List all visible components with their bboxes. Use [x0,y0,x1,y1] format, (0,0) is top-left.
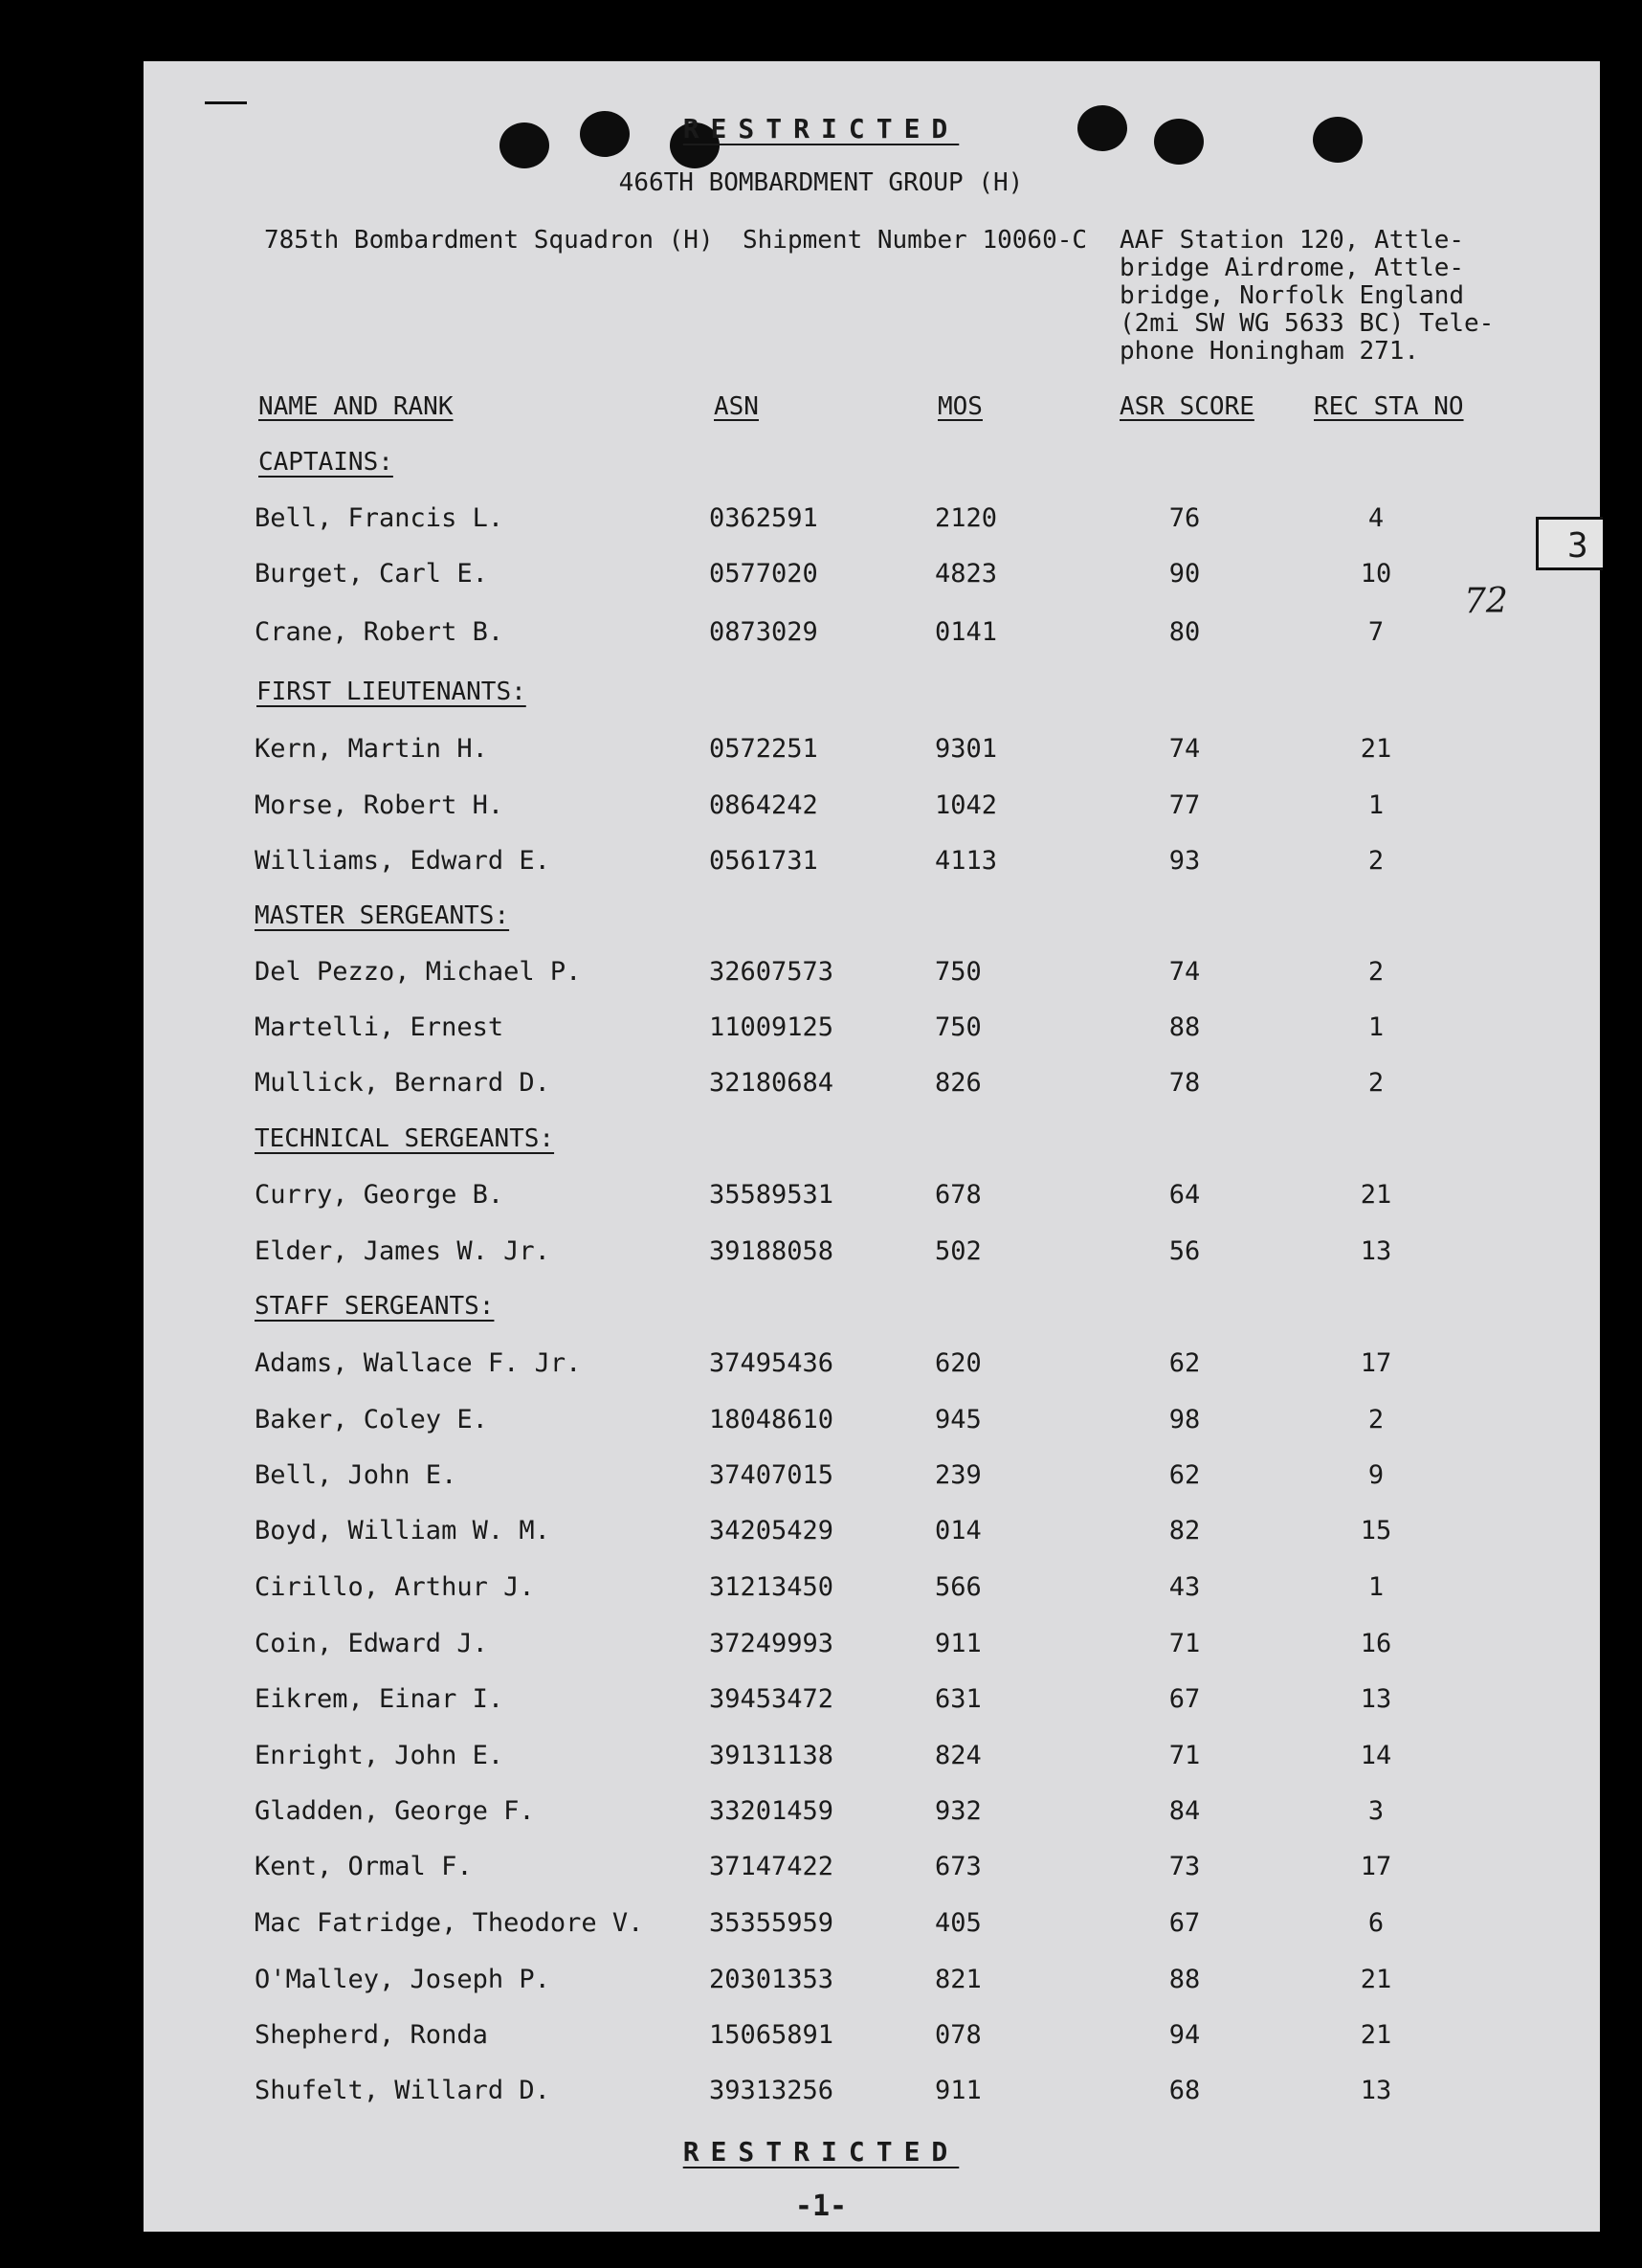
asn-cell: 0873029 [709,617,818,647]
score-cell: 43 [1168,1572,1201,1602]
score-cell: 82 [1168,1516,1201,1545]
mos-cell: 750 [935,1012,982,1042]
mos-cell: 824 [935,1741,982,1770]
roster-row [0,1068,1642,1102]
margin-note: 72 [1464,582,1508,621]
rec-cell: 1 [1367,1012,1385,1042]
mos-cell: 239 [935,1460,982,1490]
roster-row [0,1516,1642,1550]
mos-cell: 911 [935,2076,982,2105]
rec-cell: 3 [1367,1796,1385,1826]
roster-row [0,1405,1642,1439]
mos-cell: 2120 [935,503,998,533]
name-cell: Elder, James W. Jr. [255,1236,550,1266]
score-cell: 80 [1168,617,1201,647]
name-cell: Cirillo, Arthur J. [255,1572,535,1602]
asn-cell: 39313256 [709,2076,834,2105]
name-cell: Curry, George B. [255,1180,504,1210]
rec-cell: 13 [1360,1236,1392,1266]
asn-cell: 39188058 [709,1236,834,1266]
asn-cell: 15065891 [709,2020,834,2050]
score-cell: 67 [1168,1908,1201,1938]
score-cell: 90 [1168,559,1201,589]
asn-cell: 32180684 [709,1068,834,1098]
mos-cell: 620 [935,1348,982,1378]
asn-cell: 37407015 [709,1460,834,1490]
roster-row [0,1796,1642,1831]
asn-cell: 33201459 [709,1796,834,1826]
score-cell: 62 [1168,1460,1201,1490]
score-cell: 68 [1168,2076,1201,2105]
roster-row [0,2020,1642,2055]
score-cell: 76 [1168,503,1201,533]
name-cell: Williams, Edward E. [255,846,550,876]
name-cell: Martelli, Ernest [255,1012,504,1042]
score-cell: 56 [1168,1236,1201,1266]
name-cell: Coin, Edward J. [255,1629,488,1658]
station-line: phone Honingham 271. [1120,337,1420,366]
asn-cell: 37495436 [709,1348,834,1378]
name-cell: Gladden, George F. [255,1796,535,1826]
roster-row [0,846,1642,880]
asn-cell: 11009125 [709,1012,834,1042]
rec-cell: 2 [1367,1068,1385,1098]
roster-row [0,2076,1642,2110]
rec-cell: 16 [1360,1629,1392,1658]
group-title: 466TH BOMBARDMENT GROUP (H) [618,168,1024,197]
rec-cell: 4 [1367,503,1385,533]
mos-cell: 9301 [935,734,998,764]
score-cell: 88 [1168,1965,1201,1994]
score-cell: 88 [1168,1012,1201,1042]
asn-cell: 20301353 [709,1965,834,1994]
name-cell: O'Malley, Joseph P. [255,1965,550,1994]
rec-cell: 13 [1360,2076,1392,2105]
asn-cell: 31213450 [709,1572,834,1602]
rec-cell: 6 [1367,1908,1385,1938]
name-cell: Kern, Martin H. [255,734,488,764]
score-cell: 73 [1168,1852,1201,1881]
roster-row [0,559,1642,593]
name-cell: Shepherd, Ronda [255,2020,488,2050]
station-line: bridge, Norfolk England [1120,281,1465,310]
roster-row [0,1572,1642,1607]
column-header-name: NAME AND RANK [258,392,454,421]
score-cell: 77 [1168,790,1201,820]
mos-cell: 566 [935,1572,982,1602]
name-cell: Del Pezzo, Michael P. [255,957,582,987]
rec-cell: 21 [1360,734,1392,764]
name-cell: Morse, Robert H. [255,790,504,820]
score-cell: 78 [1168,1068,1201,1098]
roster-row [0,1629,1642,1663]
name-cell: Adams, Wallace F. Jr. [255,1348,582,1378]
mos-cell: 4113 [935,846,998,876]
column-header-asn: ASN [714,392,759,421]
mos-cell: 678 [935,1180,982,1210]
score-cell: 93 [1168,846,1201,876]
rec-cell: 17 [1360,1852,1392,1881]
score-cell: 84 [1168,1796,1201,1826]
roster-row [0,1852,1642,1886]
score-cell: 64 [1168,1180,1201,1210]
asn-cell: 34205429 [709,1516,834,1545]
name-cell: Bell, John E. [255,1460,457,1490]
rec-cell: 13 [1360,1684,1392,1714]
rec-cell: 1 [1367,1572,1385,1602]
mos-cell: 932 [935,1796,982,1826]
roster-row [0,1012,1642,1047]
smudge-mark [205,101,247,104]
score-cell: 62 [1168,1348,1201,1378]
column-header-score: ASR SCORE [1120,392,1254,421]
asn-cell: 0572251 [709,734,818,764]
score-cell: 98 [1168,1405,1201,1434]
page-number: -1- [794,2190,848,2223]
score-cell: 74 [1168,957,1201,987]
asn-cell: 37249993 [709,1629,834,1658]
asn-cell: 32607573 [709,957,834,987]
section-title: FIRST LIEUTENANTS: [256,678,526,706]
name-cell: Crane, Robert B. [255,617,504,647]
mos-cell: 945 [935,1405,982,1434]
asn-cell: 39453472 [709,1684,834,1714]
rec-cell: 2 [1367,1405,1385,1434]
name-cell: Mullick, Bernard D. [255,1068,550,1098]
rec-cell: 21 [1360,1180,1392,1210]
rec-cell: 17 [1360,1348,1392,1378]
rec-cell: 1 [1367,790,1385,820]
mos-cell: 826 [935,1068,982,1098]
rec-cell: 2 [1367,957,1385,987]
score-cell: 71 [1168,1629,1201,1658]
mos-cell: 750 [935,957,982,987]
column-header-mos: MOS [938,392,983,421]
asn-cell: 0864242 [709,790,818,820]
asn-cell: 35355959 [709,1908,834,1938]
roster-row [0,1684,1642,1719]
asn-cell: 37147422 [709,1852,834,1881]
rec-cell: 9 [1367,1460,1385,1490]
score-cell: 67 [1168,1684,1201,1714]
classification-footer: RESTRICTED [682,2136,960,2168]
score-cell: 74 [1168,734,1201,764]
name-cell: Kent, Ormal F. [255,1852,473,1881]
name-cell: Burget, Carl E. [255,559,488,589]
score-cell: 71 [1168,1741,1201,1770]
section-title: CAPTAINS: [258,448,393,477]
station-line: (2mi SW WG 5633 BC) Tele- [1120,309,1495,338]
side-tab: 3 [1536,517,1603,570]
mos-cell: 911 [935,1629,982,1658]
rec-cell: 15 [1360,1516,1392,1545]
roster-row [0,617,1642,652]
mos-cell: 014 [935,1516,982,1545]
mos-cell: 673 [935,1852,982,1881]
asn-cell: 39131138 [709,1741,834,1770]
mos-cell: 502 [935,1236,982,1266]
section-title: STAFF SERGEANTS: [255,1292,495,1321]
name-cell: Baker, Coley E. [255,1405,488,1434]
score-cell: 94 [1168,2020,1201,2050]
mos-cell: 4823 [935,559,998,589]
mos-cell: 821 [935,1965,982,1994]
roster-row [0,1908,1642,1943]
mos-cell: 078 [935,2020,982,2050]
roster-row [0,1460,1642,1495]
roster-row [0,1965,1642,1999]
mos-cell: 631 [935,1684,982,1714]
name-cell: Eikrem, Einar I. [255,1684,504,1714]
rec-cell: 10 [1360,559,1392,589]
section-title: MASTER SERGEANTS: [255,901,510,930]
rec-cell: 14 [1360,1741,1392,1770]
asn-cell: 0577020 [709,559,818,589]
roster-row [0,1236,1642,1271]
rec-cell: 21 [1360,1965,1392,1994]
section-title: TECHNICAL SERGEANTS: [255,1124,555,1153]
asn-cell: 18048610 [709,1405,834,1434]
rec-cell: 2 [1367,846,1385,876]
mos-cell: 0141 [935,617,998,647]
roster-row [0,1348,1642,1383]
mos-cell: 1042 [935,790,998,820]
roster-row [0,734,1642,768]
name-cell: Mac Fatridge, Theodore V. [255,1908,644,1938]
roster-row [0,790,1642,825]
rec-cell: 21 [1360,2020,1392,2050]
asn-cell: 35589531 [709,1180,834,1210]
name-cell: Shufelt, Willard D. [255,2076,550,2105]
name-cell: Bell, Francis L. [255,503,504,533]
classification-header: RESTRICTED [682,113,960,145]
roster-row [0,1741,1642,1775]
mos-cell: 405 [935,1908,982,1938]
asn-cell: 0561731 [709,846,818,876]
shipment-number: Shipment Number 10060-C [743,226,1088,255]
name-cell: Boyd, William W. M. [255,1516,550,1545]
squadron-label: 785th Bombardment Squadron (H) [264,226,714,255]
roster-row [0,503,1642,538]
roster-row [0,957,1642,991]
rec-cell: 7 [1367,617,1385,647]
column-header-rec: REC STA NO [1314,392,1464,421]
station-line: AAF Station 120, Attle- [1120,226,1465,255]
asn-cell: 0362591 [709,503,818,533]
name-cell: Enright, John E. [255,1741,504,1770]
station-line: bridge Airdrome, Attle- [1120,254,1465,282]
roster-row [0,1180,1642,1214]
